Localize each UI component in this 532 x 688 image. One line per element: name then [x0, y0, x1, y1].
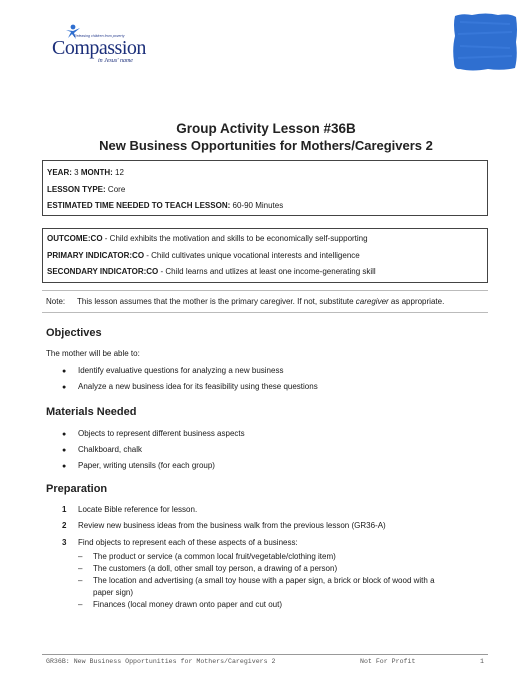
- primary-indicator-text: - Child cultivates unique vocational interests and intelligence: [144, 251, 360, 260]
- secondary-indicator-label: SECONDARY INDICATOR:CO: [47, 267, 159, 276]
- blue-stamp-icon: [452, 12, 518, 72]
- time-line: [47, 201, 283, 210]
- month-label: MONTH:: [80, 168, 113, 177]
- lesson-title: Group Activity Lesson #36B: [176, 121, 356, 136]
- note: [46, 297, 444, 306]
- note-text-before: This lesson assumes that the mother is the primary caregiver. If not, substitute: [77, 297, 356, 306]
- sub-step: – The location and advertising (a small toy house with a paper sign, a brick or block of wood with a: [78, 576, 435, 585]
- year-month-line: [47, 168, 124, 177]
- lesson-subtitle: New Business Opportunities for Mothers/Caregivers 2: [99, 138, 433, 153]
- logo-subtitle: in Jesus' name: [98, 58, 133, 64]
- lesson-type-label: LESSON TYPE:: [47, 185, 106, 194]
- list-item: ● Analyze a new business idea for its feasibility using these questions: [62, 382, 318, 391]
- primary-indicator-line: [47, 251, 360, 260]
- sub-step: – Finances (local money drawn onto paper and cut out): [78, 600, 282, 609]
- note-bottom-rule: [42, 312, 488, 313]
- objectives-intro: The mother will be able to:: [46, 349, 140, 358]
- year-label: YEAR:: [47, 168, 72, 177]
- objectives-heading: Objectives: [46, 327, 102, 339]
- list-item: ● Paper, writing utensils (for each group): [62, 461, 215, 470]
- note-top-rule: [42, 290, 488, 291]
- note-emphasis: caregiver: [355, 297, 389, 306]
- indicators-box: [42, 228, 488, 283]
- secondary-indicator-line: [47, 267, 376, 276]
- footer-title: GR36B: New Business Opportunities for Mothers/Caregivers 2: [46, 658, 276, 665]
- outcome-label: OUTCOME:CO: [47, 234, 103, 243]
- note-text-after: as appropriate.: [388, 297, 445, 306]
- outcome-text: - Child exhibits the motivation and skills to be economically self-supporting: [102, 234, 368, 243]
- logo-brand: Compassion: [52, 37, 146, 59]
- lesson-type-value: Core: [107, 185, 126, 194]
- secondary-indicator-text: - Child learns and utlizes at least one income-generating skill: [158, 267, 376, 276]
- footer-notice: Not For Profit: [360, 658, 416, 665]
- month-value: 12: [115, 168, 124, 177]
- list-item: ● Objects to represent different business aspects: [62, 429, 245, 438]
- lesson-type-line: [47, 185, 125, 194]
- list-item: ● Chalkboard, chalk: [62, 445, 143, 454]
- sub-step: – The customers (a doll, other small toy person, a drawing of a person): [78, 564, 338, 573]
- numbered-step: 2 Review new business ideas from the business walk from the previous lesson (GR36-A): [62, 521, 386, 530]
- time-value: 60-90 Minutes: [232, 201, 284, 210]
- outcome-line: [47, 234, 368, 243]
- lesson-info-box: [42, 160, 488, 216]
- page-number: 1: [480, 658, 484, 665]
- footer-rule: [42, 654, 488, 655]
- sub-step-continuation: paper sign): [93, 588, 134, 597]
- primary-indicator-label: PRIMARY INDICATOR:CO: [47, 251, 145, 260]
- time-label: ESTIMATED TIME NEEDED TO TEACH LESSON:: [47, 201, 231, 210]
- list-item: ● Identify evaluative questions for analyzing a new business: [62, 366, 284, 375]
- numbered-step: 3 Find objects to represent each of these aspects of a business:: [62, 538, 298, 547]
- materials-heading: Materials Needed: [46, 406, 137, 418]
- logo-tagline: Releasing children from poverty: [74, 34, 125, 38]
- note-label: Note:: [46, 297, 66, 306]
- sub-step: – The product or service (a common local fruit/vegetable/clothing item): [78, 552, 336, 561]
- numbered-step: 1 Locate Bible reference for lesson.: [62, 505, 198, 514]
- preparation-heading: Preparation: [46, 483, 108, 495]
- compassion-logo: [52, 24, 172, 68]
- year-value: 3: [74, 168, 79, 177]
